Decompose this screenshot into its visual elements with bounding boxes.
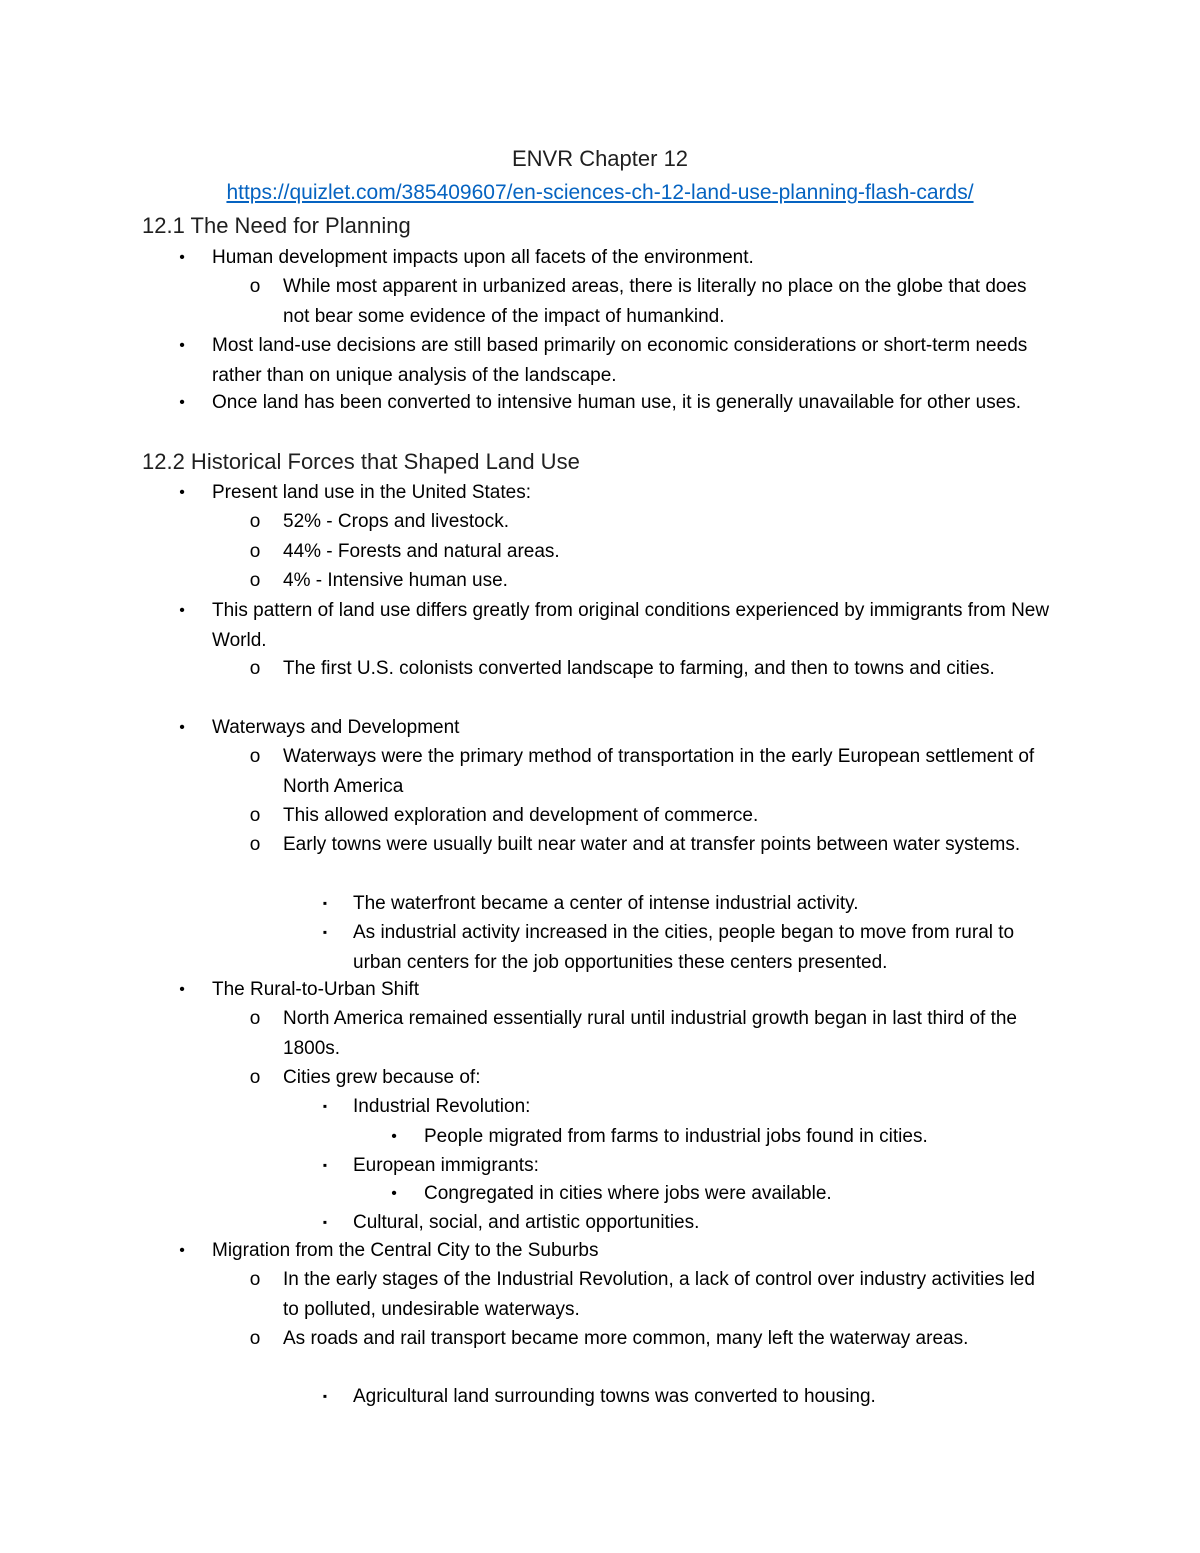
list-item-text: Agricultural land surrounding towns was converted to housing. <box>353 1386 876 1407</box>
list-item <box>322 1151 1053 1181</box>
square-marker: ▪ <box>322 1389 328 1403</box>
bullet-marker: • <box>179 337 185 354</box>
list-item <box>322 918 1053 977</box>
list-item-text: Human development impacts upon all facets of the environment. <box>212 247 754 268</box>
list-item-text: Early towns were usually built near water and at transfer points between water systems. <box>283 834 1021 855</box>
circle-marker: o <box>249 834 261 855</box>
list-item-text: Waterways were the primary method of transportation in the early European settlement of North America <box>283 746 1035 797</box>
bullet-marker: • <box>179 1242 185 1259</box>
bullet-marker: • <box>179 394 185 411</box>
list-item-text: 52% - Crops and livestock. <box>283 511 509 532</box>
list-item-text: Cities grew because of: <box>283 1067 481 1088</box>
list-item <box>249 1063 1053 1093</box>
list-item-text: As industrial activity increased in the cities, people began to move from rural to urban centers for the job opportunities these centers presented. <box>353 922 1015 973</box>
list-item <box>391 1179 1054 1209</box>
list-item <box>249 1004 1053 1063</box>
circle-marker: o <box>249 658 261 679</box>
bullet-marker: • <box>179 484 185 501</box>
list-item-text: This pattern of land use differs greatly from original conditions experienced by immigrants from New World. <box>212 600 1050 651</box>
square-marker: ▪ <box>322 1215 328 1229</box>
list-item <box>322 1208 1053 1238</box>
list-item-text: Waterways and Development <box>212 717 460 738</box>
bullet-marker: • <box>179 249 185 266</box>
circle-marker: o <box>249 570 261 591</box>
list-item-text: Cultural, social, and artistic opportunities. <box>353 1212 700 1233</box>
list-item <box>249 507 1053 537</box>
list-item <box>249 537 1053 567</box>
list-item-text: European immigrants: <box>353 1155 539 1176</box>
square-marker: ▪ <box>322 1099 328 1113</box>
square-marker: ▪ <box>322 925 328 939</box>
list-item <box>179 975 1052 1005</box>
list-item <box>179 388 1052 418</box>
list-item <box>179 331 1052 390</box>
list-item-text: People migrated from farms to industrial jobs found in cities. <box>424 1126 928 1147</box>
list-item-text: Congregated in cities where jobs were available. <box>424 1183 832 1204</box>
list-item <box>249 801 1053 831</box>
list-item-text: The first U.S. colonists converted landscape to farming, and then to towns and cities. <box>283 658 995 679</box>
circle-marker: o <box>249 805 261 826</box>
list-item <box>249 566 1053 596</box>
circle-marker: o <box>249 1008 261 1029</box>
square-marker: ▪ <box>322 896 328 910</box>
list-item <box>322 1382 1053 1412</box>
list-item-text: The waterfront became a center of intense industrial activity. <box>353 893 859 914</box>
quizlet-link[interactable]: https://quizlet.com/385409607/en-sciences-ch-12-land-use-planning-flash-cards/ <box>226 181 974 204</box>
list-item-text: In the early stages of the Industrial Revolution, a lack of control over industry activities led to polluted, undesirable waterways. <box>283 1269 1035 1320</box>
circle-marker: o <box>249 1269 261 1290</box>
circle-marker: o <box>249 1328 261 1349</box>
list-item-text: 44% - Forests and natural areas. <box>283 541 560 562</box>
bullet-marker: • <box>179 602 185 619</box>
list-item-text: This allowed exploration and development of commerce. <box>283 805 759 826</box>
list-item-text: North America remained essentially rural until industrial growth began in last third of the 1800s. <box>283 1008 1017 1059</box>
circle-marker: o <box>249 541 261 562</box>
list-item-text: While most apparent in urbanized areas, there is literally no place on the globe that does not bear some evidence of the impact of humankind. <box>283 276 1027 327</box>
list-item <box>249 272 1053 331</box>
list-item-text: Most land-use decisions are still based primarily on economic considerations or short-term needs rather than on unique analysis of the landscape. <box>212 335 1028 386</box>
list-item-text: 4% - Intensive human use. <box>283 570 508 591</box>
list-item <box>179 243 1052 273</box>
list-item <box>249 742 1053 801</box>
list-item <box>322 889 1053 919</box>
list-item <box>179 713 1052 743</box>
bullet-marker: • <box>179 719 185 736</box>
document-title: ENVR Chapter 12 <box>511 146 689 171</box>
bullet-marker: • <box>179 981 185 998</box>
circle-marker: o <box>249 746 261 767</box>
list-item <box>322 1092 1053 1122</box>
section-heading-12-1: 12.1 The Need for Planning <box>142 213 411 238</box>
bullet-marker: • <box>391 1185 397 1202</box>
list-item <box>249 1265 1053 1324</box>
list-item <box>179 478 1052 508</box>
circle-marker: o <box>249 1067 261 1088</box>
list-item <box>249 830 1053 860</box>
bullet-marker: • <box>391 1128 397 1145</box>
list-item <box>249 654 1053 684</box>
list-item <box>249 1324 1053 1354</box>
list-item-text: Once land has been converted to intensive human use, it is generally unavailable for other uses. <box>212 392 1022 413</box>
list-item <box>391 1122 1054 1152</box>
square-marker: ▪ <box>322 1158 328 1172</box>
list-item <box>179 596 1052 655</box>
circle-marker: o <box>249 276 261 297</box>
list-item-text: Present land use in the United States: <box>212 482 531 503</box>
list-item-text: Industrial Revolution: <box>353 1096 531 1117</box>
section-heading-12-2: 12.2 Historical Forces that Shaped Land Use <box>142 449 580 474</box>
circle-marker: o <box>249 511 261 532</box>
list-item <box>179 1236 1052 1266</box>
list-item-text: Migration from the Central City to the Suburbs <box>212 1240 599 1261</box>
list-item-text: The Rural-to-Urban Shift <box>212 979 419 1000</box>
list-item-text: As roads and rail transport became more common, many left the waterway areas. <box>283 1328 969 1349</box>
